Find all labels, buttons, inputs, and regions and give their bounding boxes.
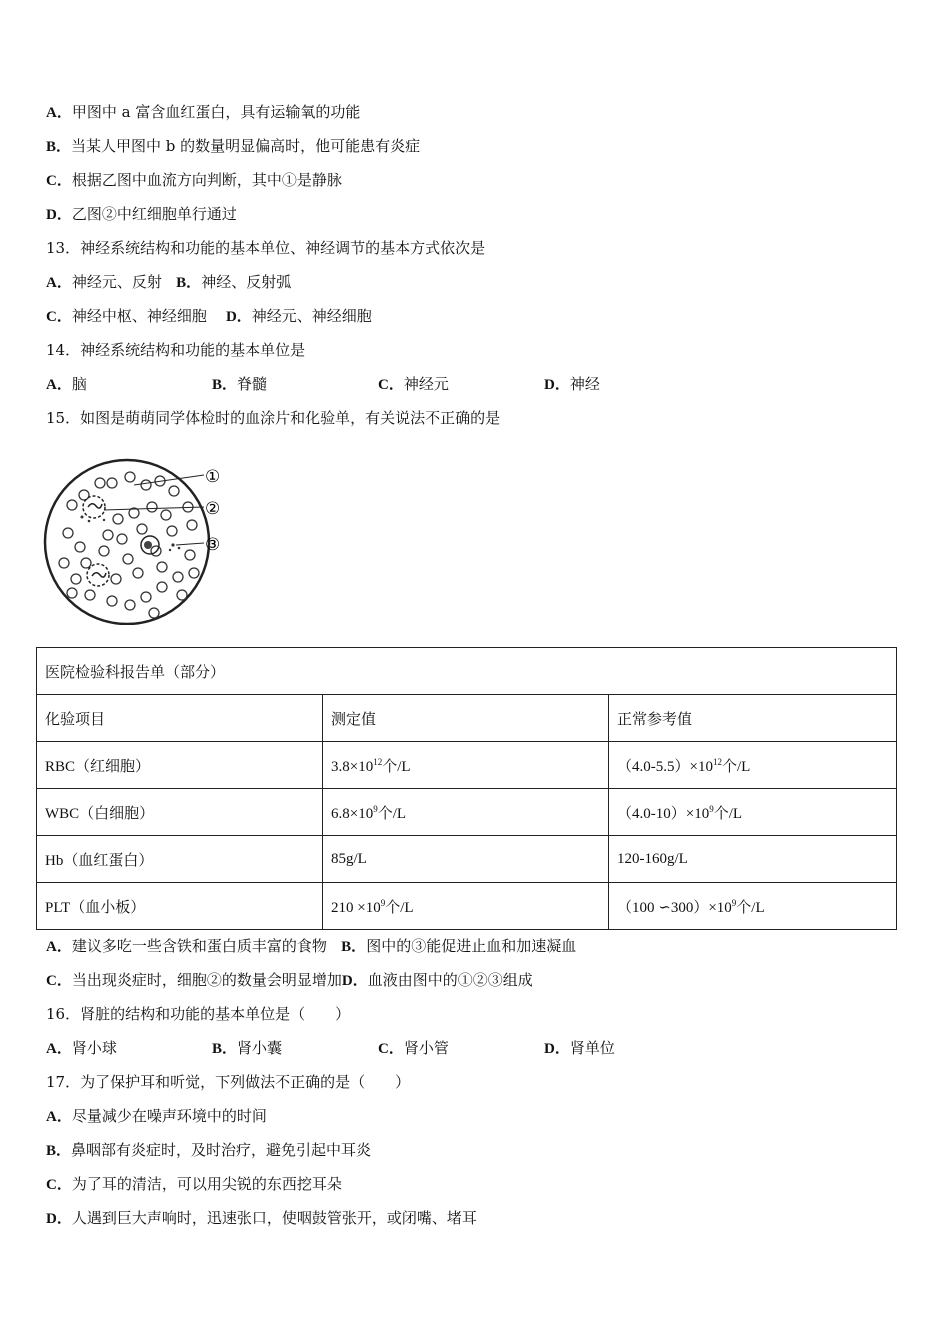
red-blood-cell-icon [169,486,179,496]
red-blood-cell-icon [133,568,143,578]
q13-options-row2: C．神经中枢、神经细胞 D．神经元、神经细胞 [46,307,372,325]
q16-option-c: C．肾小管 [378,1039,449,1057]
red-blood-cell-icon [71,574,81,584]
red-blood-cell-icon [117,534,127,544]
red-blood-cell-icon [63,528,73,538]
red-blood-cell-icon [81,558,91,568]
q17-option-d: D．人遇到巨大声响时，迅速张口，使咽鼓管张开，或闭嘴、堵耳 [46,1209,477,1227]
red-blood-cell-icon [185,550,195,560]
header-value: 测定值 [323,695,609,742]
q16-options [46,1038,710,1059]
red-blood-cell-icon [125,472,135,482]
q14-options [46,374,710,395]
red-blood-cell-icon [141,480,151,490]
q14-option-c: C．神经元 [378,375,449,393]
red-blood-cell-icon [173,572,183,582]
red-blood-cell-icon [107,596,117,606]
red-blood-cell-icon [95,478,105,488]
red-blood-cell-icon [187,520,197,530]
q15-options-row2: C．当出现炎症时，细胞②的数量会明显增加D．血液由图中的①②③组成 [46,971,533,989]
figure-label-3: ③ [205,535,221,555]
q14-option-d: D．神经 [544,375,600,393]
figure-label-2: ② [205,499,221,519]
white-blood-cell-icon [87,564,109,586]
red-blood-cell-icon [161,510,171,520]
table-row: WBC（白细胞） $6.8\times 10^9$个/L $(4.0-10)\times 10^9$个/L [37,789,897,836]
red-blood-cell-icon [111,574,121,584]
red-blood-cell-icon [99,546,109,556]
q17-option-b: B．鼻咽部有炎症时，及时治疗，避免引起中耳炎 [46,1141,372,1159]
q14-option-b: B．脊髓 [212,375,268,393]
white-blood-cell-icon [83,496,105,518]
table-row: PLT（血小板） $210 \times 10^9$个/L （100 $∽300)\times 10^9$个/L [37,883,897,930]
red-blood-cell-icon [59,558,69,568]
q17-stem: 17．为了保护耳和听觉，下列做法不正确的是（ ） [46,1073,411,1091]
red-blood-cell-icon [177,590,187,600]
red-blood-cell-icon [167,526,177,536]
red-blood-cell-icon [137,524,147,534]
red-blood-cell-icon [103,530,113,540]
red-blood-cell-icon [123,554,133,564]
red-blood-cell-icon [157,562,167,572]
lab-report-table [36,647,897,930]
red-blood-cell-icon [149,608,159,618]
q16-stem: 16．肾脏的结构和功能的基本单位是（ ） [46,1005,351,1023]
q12-option-b: B．当某人甲图中 b 的数量明显偏高时，他可能患有炎症 [46,137,421,155]
figure-label-1: ① [205,467,221,487]
header-reference: 正常参考值 [609,695,897,742]
table-row: RBC（红细胞） $3.8\times 10^{12}$个/L $(4.0-5.5)\times 10^{12}$个/L [37,742,897,789]
q16-option-a: A．肾小球 [46,1039,117,1057]
red-blood-cell-icon [141,592,151,602]
red-blood-cell-icon [107,478,117,488]
red-blood-cell-icon [85,590,95,600]
red-blood-cell-icon [189,568,199,578]
q12-option-d: D．乙图②中红细胞单行通过 [46,205,237,223]
q12-option-c: C．根据乙图中血流方向判断，其中①是静脉 [46,171,342,189]
report-title-row [37,648,897,695]
q15-stem: 15．如图是萌萌同学体检时的血涂片和化验单，有关说法不正确的是 [46,409,501,427]
q16-option-d: D．肾单位 [544,1039,615,1057]
red-blood-cell-icon [75,542,85,552]
platelet-icon [81,516,181,552]
red-blood-cell-icon [157,582,167,592]
q13-stem: 13．神经系统结构和功能的基本单位、神经调节的基本方式依次是 [46,239,486,257]
white-blood-cell-icon [141,536,159,554]
q12-option-a: A．甲图中 a 富含血红蛋白，具有运输氧的功能 [46,103,361,121]
red-blood-cell-icon [147,502,157,512]
report-title: 医院检验科报告单（部分） [37,648,897,695]
header-item: 化验项目 [37,695,323,742]
q13-options-row1: A．神经元、反射 B．神经、反射弧 [46,273,292,291]
table-row: Hb（血红蛋白） 85g/L 120-160g/L [37,836,897,883]
q14-stem: 14．神经系统结构和功能的基本单位是 [46,341,306,359]
q16-option-b: B．肾小囊 [212,1039,283,1057]
q14-option-a: A．脑 [46,375,87,393]
q15-options-row1: A．建议多吃一些含铁和蛋白质丰富的食物 B．图中的③能促进止血和加速凝血 [46,937,577,955]
red-blood-cell-icon [125,600,135,610]
red-blood-cell-icon [67,500,77,510]
red-blood-cell-icon [67,588,77,598]
q17-option-c: C．为了耳的清洁，可以用尖锐的东西挖耳朵 [46,1175,342,1193]
blood-smear-figure [42,455,242,625]
q17-option-a: A．尽量减少在噪声环境中的时间 [46,1107,267,1125]
report-header-row [37,695,897,742]
red-blood-cell-icon [79,490,89,500]
red-blood-cell-icon [113,514,123,524]
